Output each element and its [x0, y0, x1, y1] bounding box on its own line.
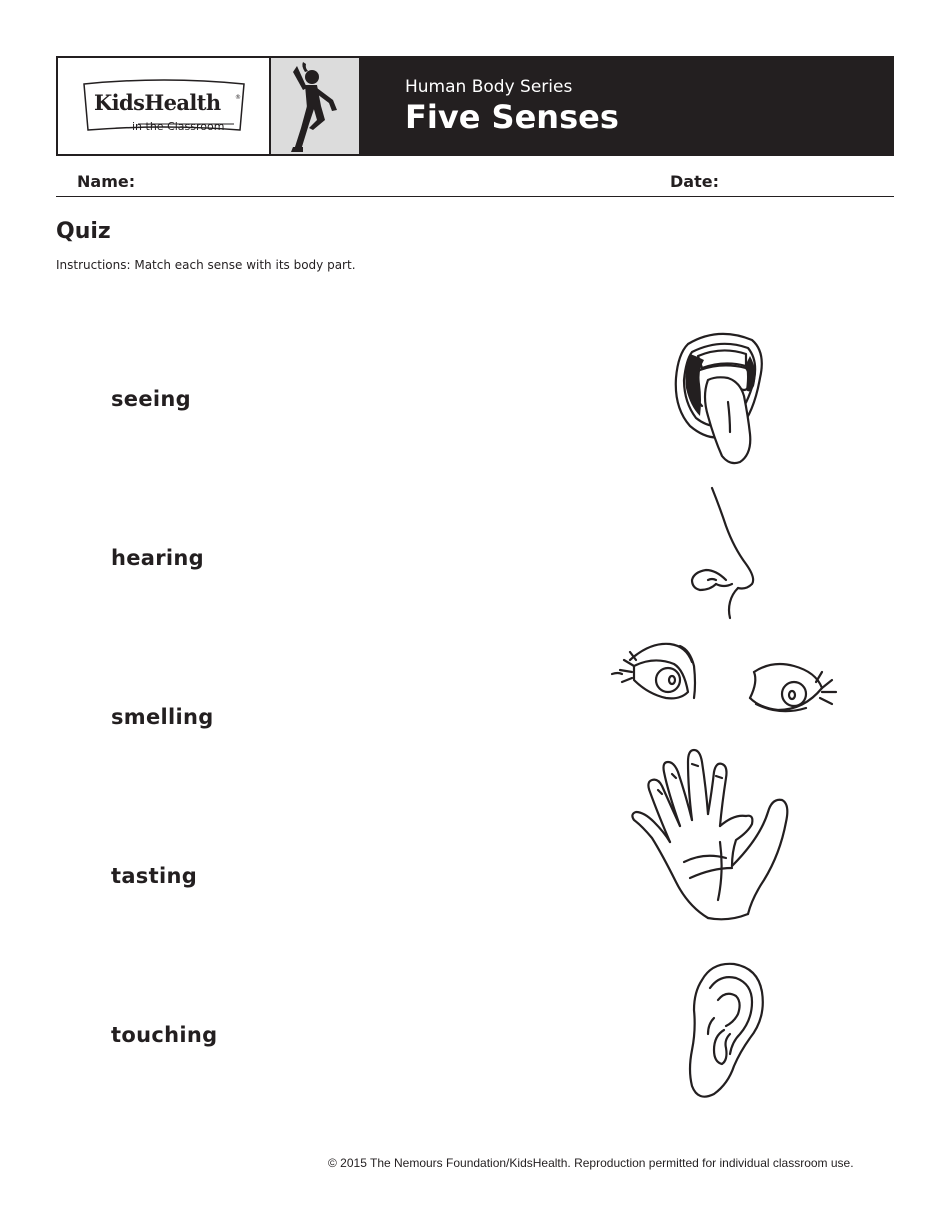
copyright-notice: © 2015 The Nemours Foundation/KidsHealth. Reproduction permitted for individual classroom use. [328, 1156, 854, 1170]
date-label: Date: [670, 172, 719, 191]
logo-wordmark: KidsHealth [94, 90, 221, 115]
figure-panel [271, 58, 361, 154]
name-label: Name: [77, 172, 136, 191]
sense-word-seeing: seeing [111, 387, 191, 411]
name-date-row [56, 170, 894, 197]
sense-word-touching: touching [111, 1023, 218, 1047]
sense-word-hearing: hearing [111, 546, 205, 570]
page-title: Five Senses [405, 98, 619, 136]
logo-registered-mark: ® [235, 94, 241, 101]
logo-subtitle: in the Classroom [132, 120, 225, 133]
eyes-icon [610, 638, 840, 722]
jumping-child-icon [279, 58, 353, 154]
title-panel [361, 58, 892, 154]
logo-panel [58, 58, 271, 154]
mouth-icon [668, 330, 772, 470]
sense-word-smelling: smelling [111, 705, 214, 729]
series-title: Human Body Series [405, 77, 573, 97]
quiz-title: Quiz [56, 219, 111, 244]
hand-icon [628, 742, 798, 924]
sense-word-tasting: tasting [111, 864, 198, 888]
ear-icon [684, 960, 770, 1102]
nose-icon [686, 484, 762, 624]
quiz-instructions: Instructions: Match each sense with its body part. [56, 258, 356, 272]
header-banner [56, 56, 894, 156]
